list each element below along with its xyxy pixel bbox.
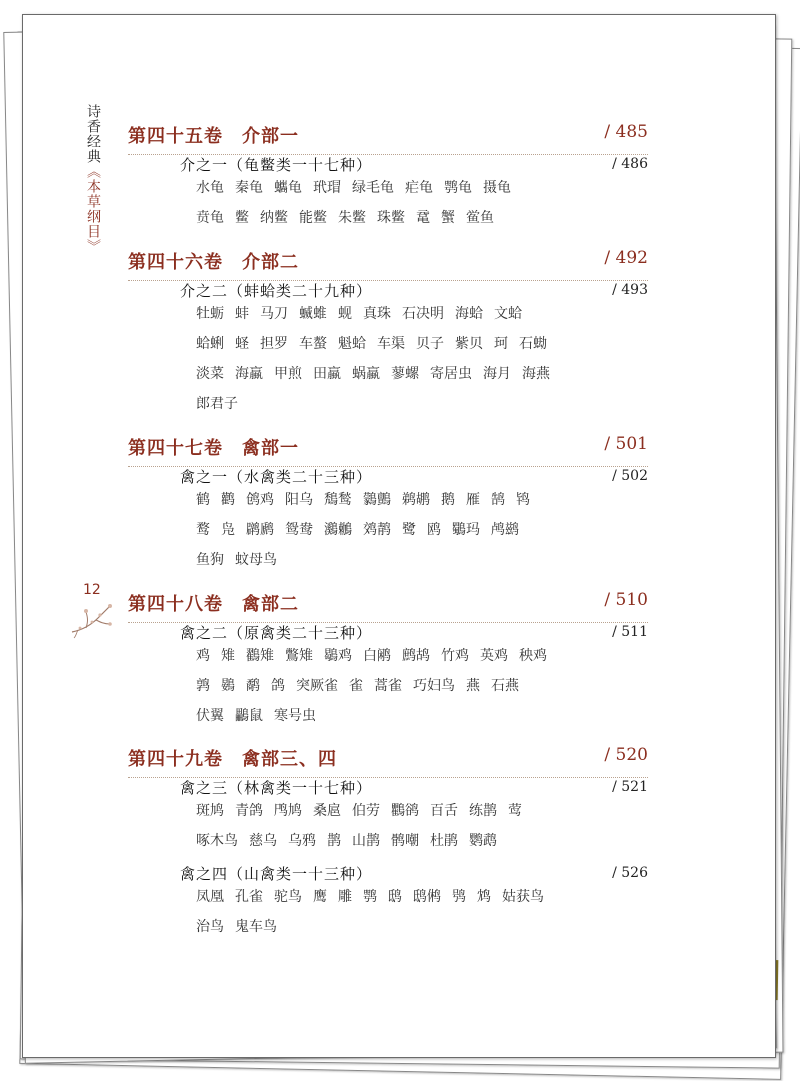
species-item: 海蠃: [235, 366, 263, 382]
subsection-heading[interactable]: [180, 622, 648, 646]
species-item: 蚊母鸟: [235, 552, 277, 568]
species-row: [196, 829, 616, 859]
species-item: 鸏鸇: [363, 492, 391, 508]
volume-heading[interactable]: [128, 745, 648, 773]
species-item: 朱鳖: [338, 210, 366, 226]
species-item: 雁: [466, 492, 480, 508]
species-item: 贝子: [416, 336, 444, 352]
species-row: [196, 548, 616, 578]
species-row: [196, 206, 616, 236]
species-item: 蛏: [235, 336, 249, 352]
volume-heading[interactable]: [128, 248, 648, 276]
species-item: 田蠃: [313, 366, 341, 382]
species-item: 鸀玛: [452, 522, 480, 538]
volume-heading[interactable]: [128, 434, 648, 462]
species-item: 鹅: [441, 492, 455, 508]
species-item: 鷩雉: [285, 648, 313, 664]
species-item: 鸤鸠: [274, 803, 302, 819]
species-item: 阳乌: [285, 492, 313, 508]
species-item: 水龟: [196, 180, 224, 196]
species-list: [196, 885, 616, 945]
species-item: 牡蛎: [196, 306, 224, 322]
species-item: 雀: [349, 678, 363, 694]
species-item: 英鸡: [480, 648, 508, 664]
species-item: 海蛤: [455, 306, 483, 322]
subsection-title: 介之二（蚌蛤类二十九种）: [180, 282, 373, 300]
subsection-heading[interactable]: [180, 777, 648, 801]
volume-title: 第四十五卷 介部一: [128, 126, 299, 147]
species-row: [196, 674, 616, 704]
species-list: [196, 488, 616, 578]
species-item: 淡菜: [196, 366, 224, 382]
species-item: 蠵龟: [274, 180, 302, 196]
species-item: 鹳: [221, 492, 235, 508]
species-item: 凫: [221, 522, 235, 538]
species-item: 鸳鸯: [285, 522, 313, 538]
species-item: 秦龟: [235, 180, 263, 196]
subsection-title: 禽之三（林禽类一十七种）: [180, 779, 373, 797]
species-list: [196, 176, 616, 236]
species-item: 姑获鸟: [502, 889, 544, 905]
species-item: 驼鸟: [274, 889, 302, 905]
plum-blossom-icon: [70, 600, 114, 640]
species-item: 鹧鸪: [402, 648, 430, 664]
species-item: 莺: [508, 803, 522, 819]
species-item: 玳瑁: [313, 180, 341, 196]
species-item: 䴙䴘: [246, 522, 274, 538]
species-item: 鸩: [477, 889, 491, 905]
species-item: 鸜鹆: [391, 803, 419, 819]
volume-page: / 510: [604, 590, 648, 610]
species-item: 鸧鸡: [246, 492, 274, 508]
species-item: 摄龟: [483, 180, 511, 196]
species-item: 巧妇鸟: [413, 678, 455, 694]
species-item: 鸮: [452, 889, 466, 905]
subsection-title: 禽之二（原禽类二十三种）: [180, 624, 373, 642]
species-item: 鹗: [363, 889, 377, 905]
species-row: [196, 799, 616, 829]
species-item: 治鸟: [196, 919, 224, 935]
species-item: 鸽: [271, 678, 285, 694]
species-item: 鲎鱼: [466, 210, 494, 226]
species-item: 鵚鹙: [324, 492, 352, 508]
species-item: 紫贝: [455, 336, 483, 352]
species-item: 突厥雀: [296, 678, 338, 694]
volume-title: 第四十九卷 禽部三、四: [128, 749, 337, 770]
species-row: [196, 332, 616, 362]
species-item: 车螯: [299, 336, 327, 352]
species-item: 䴔䴖: [363, 522, 391, 538]
species-item: 郎君子: [196, 396, 238, 412]
species-item: 疟龟: [405, 180, 433, 196]
species-list: [196, 644, 616, 734]
species-item: 珠鳖: [377, 210, 405, 226]
species-item: 能鳖: [299, 210, 327, 226]
species-row: [196, 176, 616, 206]
subsection-page: / 502: [612, 468, 648, 484]
species-item: 雉: [221, 648, 235, 664]
species-item: 伏翼: [196, 708, 224, 724]
species-row: [196, 518, 616, 548]
species-item: 鹰: [313, 889, 327, 905]
species-item: 鸱鸺: [413, 889, 441, 905]
species-item: 鸐雉: [246, 648, 274, 664]
species-item: 蟹: [441, 210, 455, 226]
species-item: 青鸽: [235, 803, 263, 819]
species-item: 鹤: [196, 492, 210, 508]
species-item: 鬼车鸟: [235, 919, 277, 935]
subsection-page: / 521: [612, 779, 648, 795]
species-item: 鸬鹚: [491, 522, 519, 538]
species-item: 鹭: [402, 522, 416, 538]
species-item: 担罗: [260, 336, 288, 352]
species-item: 鹊: [327, 833, 341, 849]
series-title: 诗香经典: [85, 104, 101, 164]
species-item: 寄居虫: [430, 366, 472, 382]
subsection-heading[interactable]: [180, 863, 648, 887]
species-item: 鷃: [221, 678, 235, 694]
species-row: [196, 302, 616, 332]
species-list: [196, 799, 616, 859]
species-list: [196, 302, 616, 422]
species-item: 鱼狗: [196, 552, 224, 568]
species-item: 石蜐: [519, 336, 547, 352]
species-item: 石决明: [402, 306, 444, 322]
species-item: 贲龟: [196, 210, 224, 226]
species-item: 纳鳖: [260, 210, 288, 226]
subsection-heading[interactable]: [180, 466, 648, 490]
subsection-title: 禽之四（山禽类一十三种）: [180, 865, 373, 883]
volume-page: / 492: [604, 248, 648, 268]
species-row: [196, 392, 616, 422]
species-item: 鼋: [416, 210, 430, 226]
species-row: [196, 885, 616, 915]
volume-page: / 501: [604, 434, 648, 454]
species-item: 车渠: [377, 336, 405, 352]
subsection-page: / 486: [612, 156, 648, 172]
species-item: 鶡鸡: [324, 648, 352, 664]
species-item: 啄木鸟: [196, 833, 238, 849]
species-row: [196, 362, 616, 392]
species-item: 珂: [494, 336, 508, 352]
subsection-page: / 526: [612, 865, 648, 881]
species-item: 魁蛤: [338, 336, 366, 352]
subsection-page: / 511: [612, 624, 648, 640]
volume-heading[interactable]: [128, 122, 648, 150]
species-item: 白鹇: [363, 648, 391, 664]
species-item: 绿毛龟: [352, 180, 394, 196]
subsection-title: 介之一（龟鳖类一十七种）: [180, 156, 373, 174]
species-item: 鹜: [196, 522, 210, 538]
species-item: 斑鸠: [196, 803, 224, 819]
species-item: 蚌: [235, 306, 249, 322]
species-item: 蛤蜊: [196, 336, 224, 352]
species-item: 鸂鶒: [324, 522, 352, 538]
book-title: 《本草纲目》: [85, 164, 101, 254]
species-item: 蝛蜼: [299, 306, 327, 322]
species-item: 凤凰: [196, 889, 224, 905]
species-item: 鳖: [235, 210, 249, 226]
species-item: 百舌: [430, 803, 458, 819]
species-item: 蜗蠃: [352, 366, 380, 382]
species-item: 竹鸡: [441, 648, 469, 664]
species-item: 伯劳: [352, 803, 380, 819]
species-item: 真珠: [363, 306, 391, 322]
species-item: 桑扈: [313, 803, 341, 819]
species-item: 鸱: [388, 889, 402, 905]
subsection-heading[interactable]: [180, 280, 648, 304]
subsection-heading[interactable]: [180, 154, 648, 178]
species-item: 文蛤: [494, 306, 522, 322]
species-item: 鹄: [491, 492, 505, 508]
species-item: 孔雀: [235, 889, 263, 905]
species-item: 乌鸦: [288, 833, 316, 849]
species-item: 秧鸡: [519, 648, 547, 664]
species-item: 甲煎: [274, 366, 302, 382]
species-item: 海月: [483, 366, 511, 382]
page-number: 12: [83, 582, 101, 598]
species-item: 蓼螺: [391, 366, 419, 382]
volume-heading[interactable]: [128, 590, 648, 618]
species-item: 石燕: [491, 678, 519, 694]
species-item: 海燕: [522, 366, 550, 382]
species-item: 鹘嘲: [391, 833, 419, 849]
species-item: 蒿雀: [374, 678, 402, 694]
subsection-page: / 493: [612, 282, 648, 298]
volume-page: / 520: [604, 745, 648, 765]
species-item: 鸥: [427, 522, 441, 538]
species-item: 马刀: [260, 306, 288, 322]
species-item: 鸨: [516, 492, 530, 508]
volume-title: 第四十七卷 禽部一: [128, 438, 299, 459]
species-item: 鹈鹕: [402, 492, 430, 508]
species-item: 蚬: [338, 306, 352, 322]
species-item: 练鹊: [469, 803, 497, 819]
species-item: 鸡: [196, 648, 210, 664]
species-row: [196, 644, 616, 674]
species-item: 鹑: [196, 678, 210, 694]
species-item: 鹬: [246, 678, 260, 694]
species-item: 雕: [338, 889, 352, 905]
species-item: 山鹊: [352, 833, 380, 849]
volume-title: 第四十八卷 禽部二: [128, 594, 299, 615]
species-item: 鹗龟: [444, 180, 472, 196]
species-item: 寒号虫: [274, 708, 316, 724]
subsection-title: 禽之一（水禽类二十三种）: [180, 468, 373, 486]
species-item: 慈乌: [249, 833, 277, 849]
species-item: 燕: [466, 678, 480, 694]
species-row: [196, 488, 616, 518]
volume-page: / 485: [604, 122, 648, 142]
species-item: 鸓鼠: [235, 708, 263, 724]
species-row: [196, 704, 616, 734]
species-item: 鹦鹉: [469, 833, 497, 849]
side-title: [83, 104, 103, 254]
species-row: [196, 915, 616, 945]
volume-title: 第四十六卷 介部二: [128, 252, 299, 273]
species-item: 杜鹃: [430, 833, 458, 849]
